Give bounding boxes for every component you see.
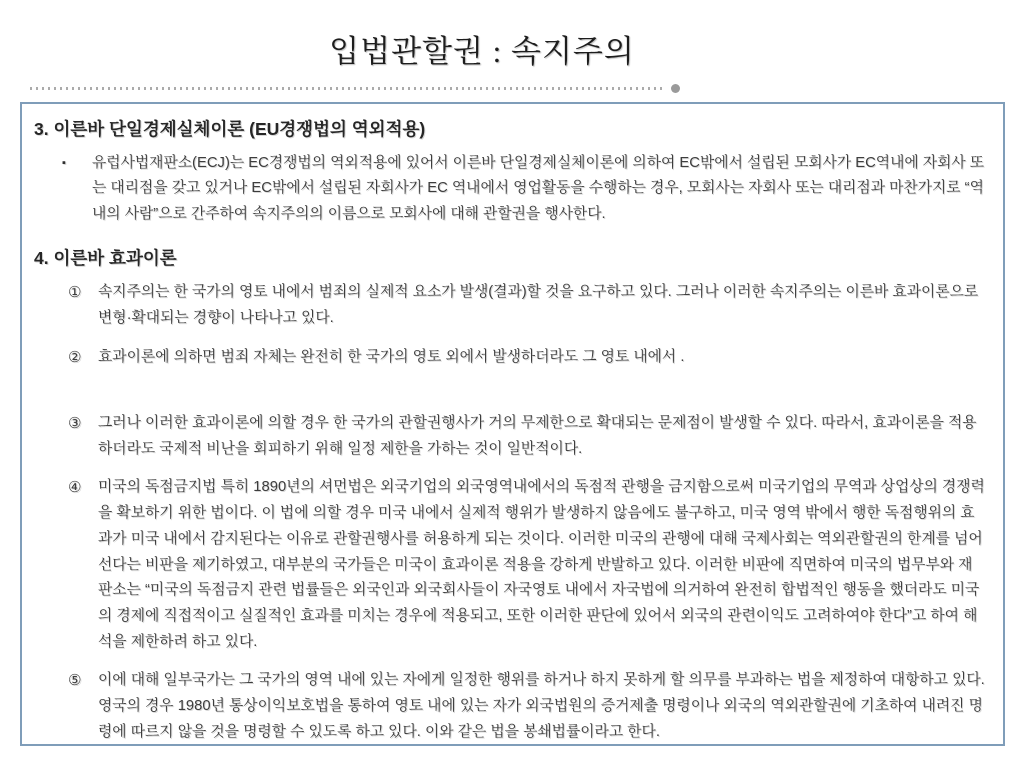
numbered-item-text: 미국의 독점금지법 특히 1890년의 셔먼법은 외국기업의 외국영역내에서의 독점적 관행을 금지함으로써 미국기업의 무역과 상업상의 경쟁력을 확보하기 위한 법이다. 이 법에 의할 경우 미국 내에서 실제적 행위가 발생하지 않음에도 불구하고, 미국 영역 밖에서 행한 독점행위의 효과가 미국 내에서 감지된다는 이유로 관할권행사를 허용하게 되는 것이다. 이러한 미국의 관행에 대해 국제사회는 역외관할권의 한계를 넘어선다는 비판을 제기하였고, 대부분의 국가들은 미국이 효과이론 적용을 강하게 반발하고 있다. 이러한 비판에 직면하여 미국의 법무부와 재판소는 “미국의 독점금지 관련 법률들은 외국인과 외국회사들이 자국영토 내에서 자국법에 의거하여 완전히 합법적인 행동을 했더라도 미국의 경제에 직접적이고 실질적인 효과를 미치는 경우에 적용되고, 또한 이러한 판단에 있어서 외국의 관련이익도 고려하여야 한다”고 하여 해석을 제한하려 하고 있다. bbox=[98, 479, 985, 650]
section-3-heading: 3. 이른바 단일경제실체이론 (EU경쟁법의 역외적용) bbox=[34, 119, 426, 139]
circled-number-icon: ③ bbox=[68, 414, 82, 432]
bullet-text: 유럽사법재판소(ECJ)는 EC경쟁법의 역외적용에 있어서 이른바 단일경제실체이론에 의하여 EC밖에서 설립된 모회사가 EC역내에 자회사 또는 대리점을 갖고 있거나 EC밖에서 설립된 자회사가 EC 역내에서 영업활동을 수행하는 경우, 모회사는 자회사 또는 대리점과 마찬가지로 “역내의 사람”으로 간주하여 속지주의의 이름으로 모회사에 대해 관할권을 행사한다. bbox=[92, 155, 985, 222]
divider-end-dot-icon bbox=[671, 84, 680, 93]
circled-number-icon: ⑤ bbox=[68, 672, 82, 690]
section-3-bullet-list bbox=[34, 151, 985, 227]
numbered-item-2 bbox=[68, 345, 985, 371]
numbered-item-3 bbox=[68, 411, 985, 462]
circled-number-icon: ① bbox=[68, 284, 82, 302]
title-divider bbox=[30, 83, 680, 93]
square-bullet-icon: ▪ bbox=[62, 157, 66, 169]
numbered-item-text: 속지주의는 한 국가의 영토 내에서 범죄의 실제적 요소가 발생(결과)할 것을 요구하고 있다. 그러나 이러한 속지주의는 이른바 효과이론으로 변형·확대되는 경향이 나타나고 있다. bbox=[98, 284, 979, 327]
section-4-numbered-list bbox=[34, 280, 985, 745]
bullet-item bbox=[62, 151, 985, 227]
numbered-item-5 bbox=[68, 668, 985, 745]
numbered-item-text: 그러나 이러한 효과이론에 의할 경우 한 국가의 관할권행사가 거의 무제한으로 확대되는 문제점이 발생할 수 있다. 따라서, 효과이론을 적용하더라도 국제적 비난을 회피하기 위해 일정 제한을 가하는 것이 일반적이다. bbox=[98, 414, 977, 457]
content-panel bbox=[20, 102, 1005, 746]
dotted-line bbox=[30, 87, 666, 90]
section-4-heading: 4. 이른바 효과이론 bbox=[34, 248, 177, 269]
circled-number-icon: ④ bbox=[68, 479, 82, 497]
numbered-item-text: 이에 대해 일부국가는 그 국가의 영역 내에 있는 자에게 일정한 행위를 하거나 하지 못하게 할 의무를 부과하는 법을 제정하여 대항하고 있다. 영국의 경우 1980년 통상이익보호법을 통하여 영토 내에 있는 자가 외국법원의 증거제출 명령이나 외국의 역외관할권에 기초하여 내려진 명령에 따르지 않을 것을 명령할 수 있도록 하고 있다. 이와 같은 법을 봉쇄법률이라고 한다. bbox=[98, 672, 985, 740]
numbered-item-text: 효과이론에 의하면 범죄 자체는 완전히 한 국가의 영토 외에서 발생하더라도 그 영토 내에서 . bbox=[98, 348, 685, 365]
numbered-item-1 bbox=[68, 280, 985, 331]
circled-number-icon: ② bbox=[68, 348, 82, 366]
slide-title: 입법관할권 : 속지주의 bbox=[329, 34, 635, 69]
numbered-item-4 bbox=[68, 475, 985, 655]
